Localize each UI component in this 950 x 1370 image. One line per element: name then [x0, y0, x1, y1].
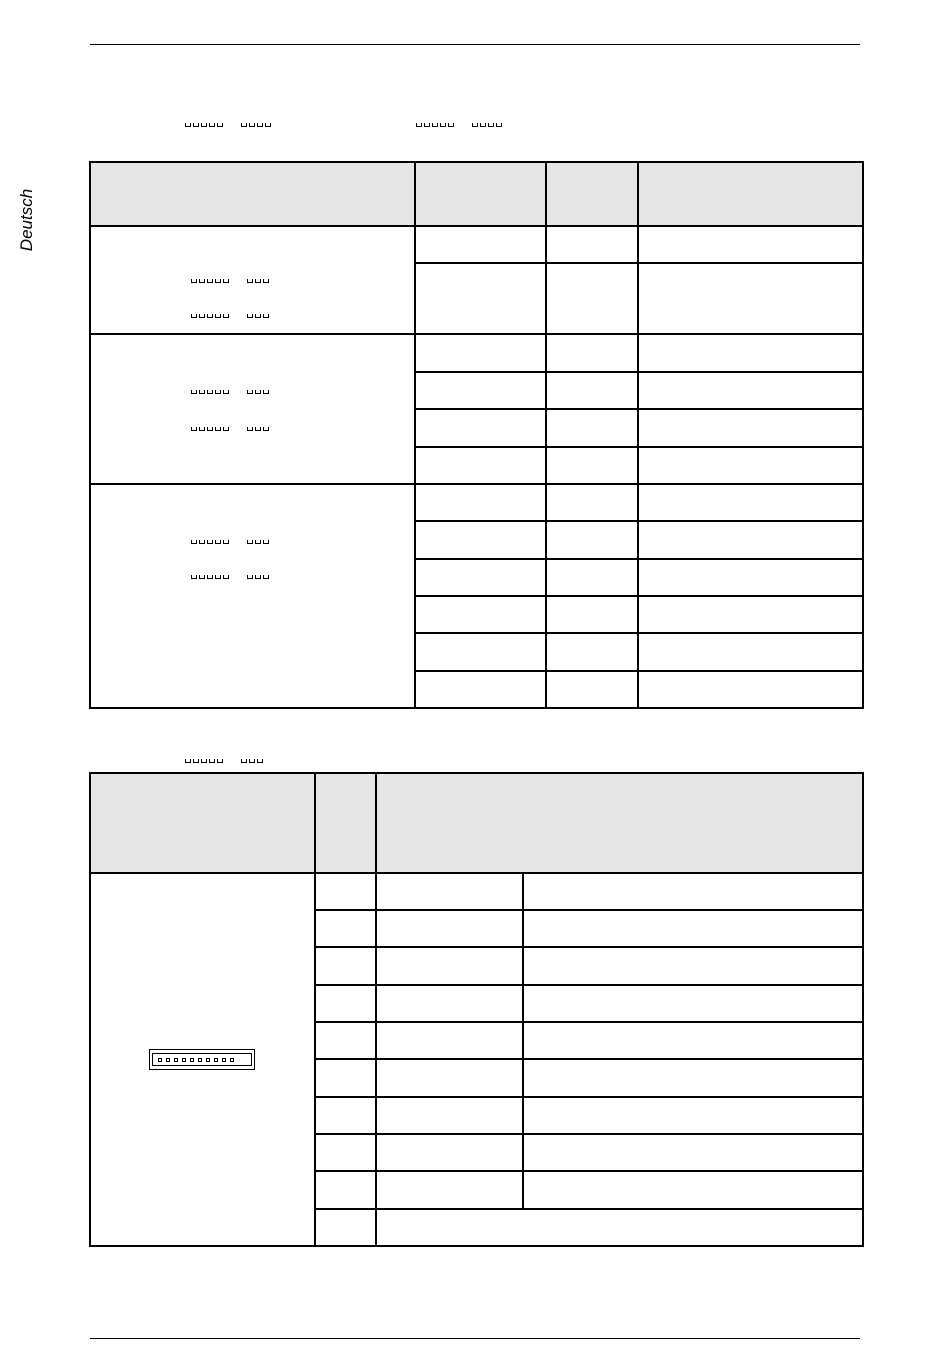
table-cell	[638, 263, 863, 334]
table-cell	[546, 559, 638, 596]
table-cell	[376, 1059, 523, 1097]
connector-diagram	[149, 1049, 255, 1070]
table-cell	[415, 671, 546, 708]
table-cell	[376, 985, 523, 1022]
table-cell	[638, 334, 863, 372]
table-cell	[523, 910, 863, 947]
table-two-header-cell	[376, 773, 863, 873]
table-cell	[415, 596, 546, 633]
table-row	[90, 873, 863, 910]
language-side-label: Deutsch	[17, 188, 36, 252]
table-cell	[546, 596, 638, 633]
table-cell	[523, 985, 863, 1022]
table-row	[90, 484, 863, 521]
table-cell	[315, 1059, 376, 1097]
table-cell	[638, 521, 863, 559]
table-one	[89, 161, 864, 709]
table-row	[90, 334, 863, 372]
table-cell	[523, 1059, 863, 1097]
table-cell	[415, 521, 546, 559]
table-two-header-cell	[315, 773, 376, 873]
table-cell	[546, 334, 638, 372]
table-cell	[376, 1134, 523, 1171]
table-cell	[415, 447, 546, 484]
top-rule	[90, 44, 860, 45]
table-cell	[546, 633, 638, 671]
group-2-label-cell	[90, 334, 415, 484]
table-cell	[376, 947, 523, 985]
table-cell	[315, 1134, 376, 1171]
table-cell	[546, 409, 638, 447]
table-cell	[415, 334, 546, 372]
table-cell	[376, 873, 523, 910]
table-row	[90, 226, 863, 263]
table-two-caption	[185, 750, 265, 768]
table-cell	[315, 1171, 376, 1209]
table-cell	[415, 633, 546, 671]
table-cell	[376, 1171, 523, 1209]
table-cell	[315, 947, 376, 985]
table-cell	[315, 1022, 376, 1059]
table-two-header-cell	[90, 773, 315, 873]
table-cell	[523, 1022, 863, 1059]
table-cell	[638, 633, 863, 671]
table-cell	[638, 447, 863, 484]
table-cell	[546, 447, 638, 484]
table-cell	[546, 226, 638, 263]
table-one-header-cell	[415, 162, 546, 226]
table-one-header-cell	[546, 162, 638, 226]
table-two-header	[90, 773, 863, 873]
table-cell	[638, 409, 863, 447]
table-one-header	[90, 162, 863, 226]
table-cell	[315, 1097, 376, 1134]
table-cell	[546, 263, 638, 334]
table-cell	[546, 521, 638, 559]
table-cell	[523, 873, 863, 910]
table-cell	[376, 1097, 523, 1134]
table-cell	[315, 910, 376, 947]
table-cell	[638, 484, 863, 521]
table-cell	[315, 1209, 376, 1246]
group-3-label-cell	[90, 484, 415, 708]
table-one-caption-right	[416, 114, 504, 132]
table-cell	[415, 409, 546, 447]
table-cell	[523, 1171, 863, 1209]
bottom-rule	[90, 1338, 860, 1339]
connector-pins	[158, 1058, 234, 1062]
table-cell	[376, 910, 523, 947]
table-cell	[638, 671, 863, 708]
group-1-label-cell	[90, 226, 415, 334]
table-cell	[415, 372, 546, 409]
table-cell	[638, 559, 863, 596]
table-one-header-cell	[90, 162, 415, 226]
table-cell	[415, 263, 546, 334]
table-cell	[638, 226, 863, 263]
table-cell	[638, 372, 863, 409]
table-cell	[415, 226, 546, 263]
table-cell	[523, 1097, 863, 1134]
table-cell	[546, 372, 638, 409]
connector-diagram-cell	[90, 873, 315, 1246]
table-cell	[523, 947, 863, 985]
table-cell	[376, 1209, 863, 1246]
table-cell	[638, 596, 863, 633]
table-cell	[315, 985, 376, 1022]
table-one-caption-left	[185, 114, 273, 132]
table-cell	[376, 1022, 523, 1059]
table-cell	[523, 1134, 863, 1171]
table-cell	[415, 484, 546, 521]
table-cell	[546, 484, 638, 521]
table-cell	[415, 559, 546, 596]
table-two	[89, 772, 864, 1247]
table-cell	[315, 873, 376, 910]
table-one-header-cell	[638, 162, 863, 226]
table-cell	[546, 671, 638, 708]
